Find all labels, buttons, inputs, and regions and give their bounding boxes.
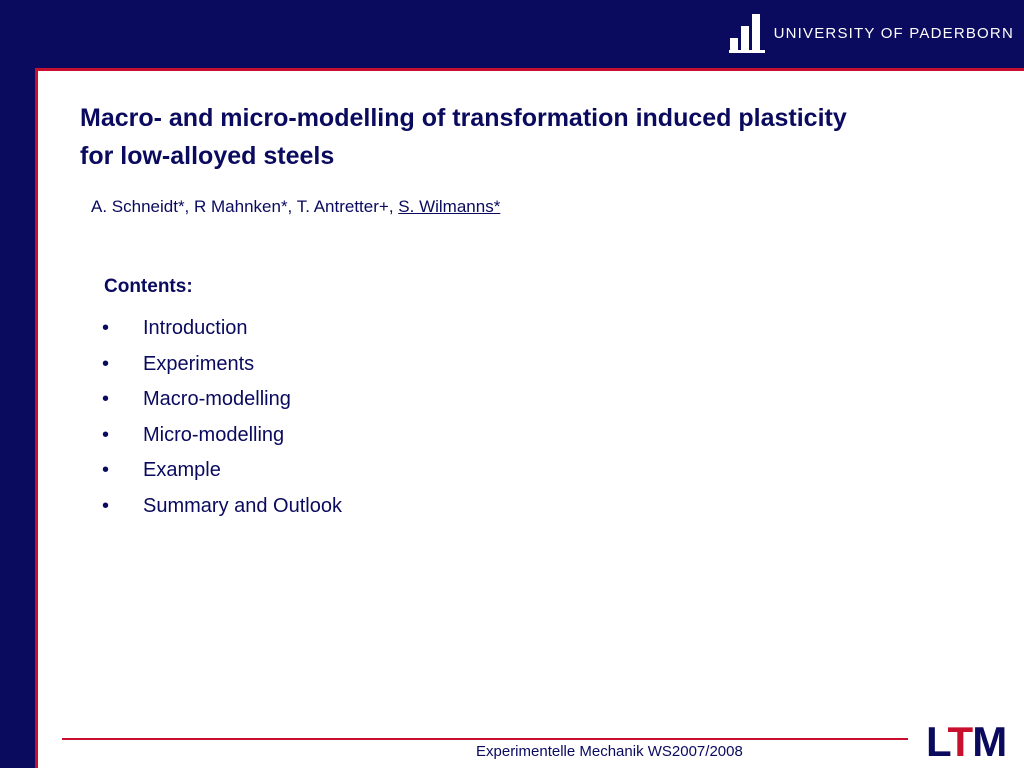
- contents-list: [102, 311, 342, 524]
- presenting-author: S. Wilmanns*: [398, 197, 501, 216]
- footer-course-label: Experimentelle Mechanik WS2007/2008: [476, 743, 743, 760]
- list-item-label: Summary and Outlook: [143, 494, 342, 517]
- authors-text: A. Schneidt*, R Mahnken*, T. Antretter+,: [91, 197, 399, 216]
- contents-heading: Contents:: [104, 276, 193, 297]
- list-item-label: Introduction: [143, 317, 248, 340]
- paderborn-university-icon: [728, 12, 766, 54]
- list-item-label: Macro-modelling: [143, 388, 291, 411]
- list-item: [102, 453, 342, 489]
- list-item: [102, 311, 342, 347]
- bullet: •: [102, 459, 110, 482]
- content-panel: [35, 68, 1024, 768]
- authors-line: [91, 197, 500, 217]
- footer-divider: [62, 738, 908, 740]
- university-logo: [728, 8, 1014, 58]
- list-item: [102, 382, 342, 418]
- ltm-logo: [926, 718, 1007, 765]
- ltm-logo-t: T: [947, 718, 973, 765]
- list-item-label: Micro-modelling: [143, 423, 285, 446]
- bullet: •: [102, 388, 110, 411]
- bullet: •: [102, 423, 110, 446]
- ltm-logo-l: L: [926, 718, 948, 765]
- bullet: •: [102, 317, 110, 340]
- list-item: [102, 347, 342, 383]
- list-item: [102, 418, 342, 454]
- university-name: UNIVERSITY OF PADERBORN: [773, 24, 1014, 42]
- list-item: [102, 489, 342, 525]
- list-item-label: Experiments: [143, 352, 255, 375]
- bullet: •: [102, 352, 110, 375]
- ltm-logo-m: M: [972, 718, 1007, 765]
- list-item-label: Example: [143, 459, 221, 482]
- bullet: •: [102, 494, 110, 517]
- slide-title: Macro- and micro-modelling of transformation induced plasticity for low-alloyed steels: [80, 104, 847, 170]
